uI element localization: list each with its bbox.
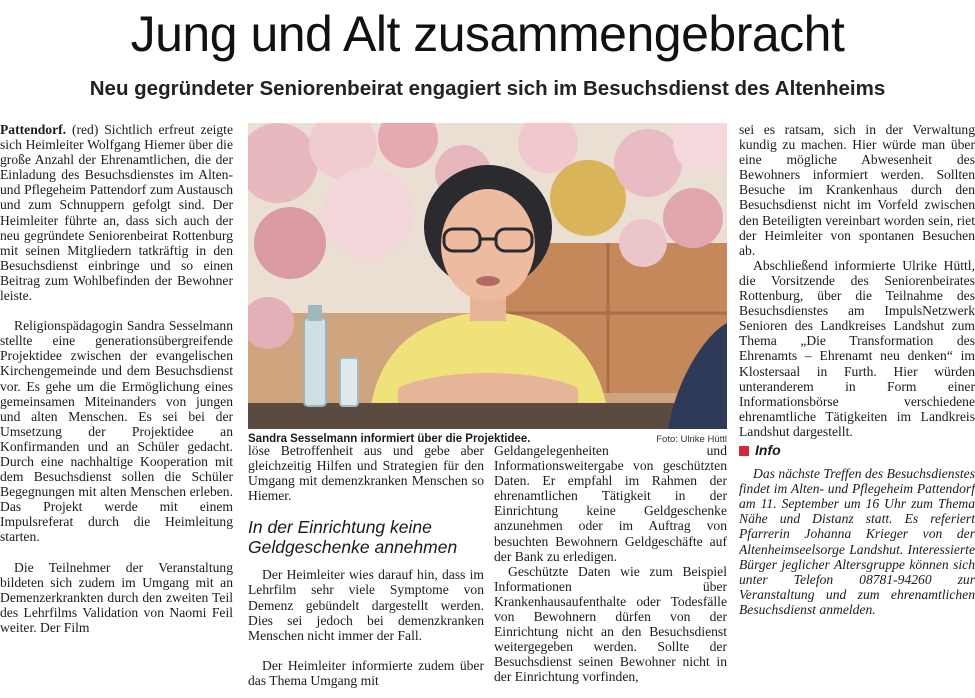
info-box-heading xyxy=(739,443,975,458)
paragraph: Der Heimleiter informierte zudem über das Thema Umgang mit xyxy=(248,657,484,688)
article-column-1 xyxy=(0,122,233,698)
photo-credit: Foto: Ulrike Hüttl xyxy=(656,433,727,445)
paragraph: löse Betroffenheit aus und gebe aber gleichzeitig Hilfen und Strategien für den Umgang mit demenzkranken Menschen so Hiemer. xyxy=(248,443,484,504)
paragraph: Der Heimleiter wies darauf hin, dass im Lehrfilm sehr viele Symptome von Demenz gebündelt dargestellt werden. Dies sei jedoch bei demenzkranken Menschen nicht immer der Fall. xyxy=(248,567,484,643)
paragraph: sei es ratsam, sich in der Verwaltung kundig zu machen. Hier würde man über eine mögliche Abwesenheit des Bewohners informiert werden. Sollten Besuche im Krankenhaus durch den Besuchsdienst nicht im Vorfeld zwischen den Beteiligten vereinbart worden sein, riet der Heimleiter von spontanen Besuchen ab. xyxy=(739,122,975,258)
paragraph-text: (red) Sichtlich erfreut zeigte sich Heimleiter Wolfgang Hiemer über die große Anzahl der Ehrenamtlichen, die der Einladung des Besuchsdienstes im Alten- und Pflegeheim Pattendorf zum Austausch und zum Schnuppern gefolgt sind. Der Heimleiter führte an, dass sich auch der neu gegründete Seniorenbeirat Rottenburg mit seinen Mitgliedern tatkräftig in den Besuchsdienst einbringe und so einen Beitrag zum Wohlbefinden der Bewohner leiste. xyxy=(0,122,233,304)
paragraph: Geschützte Daten wie zum Beispiel Informationen über Krankenhausaufenthalte oder Todesfälle von Bewohnern dürfen von der Einrichtung nicht an den Besuchsdienst weitergegeben werden. Sollte der Besuchsdienst seinen Bewohner nicht in der Einrichtung vorfinden, xyxy=(494,563,727,685)
info-paragraph: Das nächste Treffen des Besuchsdienstes findet im Alten- und Pflegeheim Pattendorf am 11. September um 16 Uhr zum Thema Nähe und Distanz statt. Es referiert Pfarrerin Johanna Krieger von der Altenheimseelsorge Landshut. Interessierte Bürger jeglicher Altersgruppe können sich unter Telefon 08781-94260 zur Veranstaltung und zum ehrenamtlichen Besuchsdienst anmelden. xyxy=(739,466,975,617)
dateline: Pattendorf. xyxy=(0,122,67,137)
article-column-3 xyxy=(494,443,727,698)
paragraph xyxy=(0,122,233,303)
photo-illustration xyxy=(248,123,727,429)
article-column-2 xyxy=(248,443,484,698)
info-label: Info xyxy=(755,441,781,458)
section-heading: In der Einrichtung keine Geldgeschenke annehmen xyxy=(248,517,458,558)
article-photo xyxy=(248,123,727,429)
paragraph: Abschließend informierte Ulrike Hüttl, die Vorsitzende des Seniorenbeirates Rottenburg, über die Teilnahme des Besuchsdienstes am ImpulsNetzwerk Senioren des Landkreises Landshut zum Thema „Die Transformation des Ehrenamts – Ehrenamt neu denken“ im Klostersaal in Furth. Hier würden unteranderem in Form einer Informationsbörse verschiedene ehrenamtliche Tätigkeiten im Landkreis Landshut dargestellt. xyxy=(739,257,975,439)
paragraph: Geldangelegenheiten und Informationsweitergabe von geschützten Daten. Er empfahl im Rahmen der ehrenamtlichen Tätigkeit in der Einrichtung keine Geldgeschenke anzunehmen oder im Auftrag von besuchten Bewohnern Geldgeschäfte auf der Bank zu erledigen. xyxy=(494,443,727,564)
paragraph: Religionspädagogin Sandra Sesselmann stellte eine generationsübergreifende Projektidee zwischen der evangelischen Kirchengemeinde und dem Besuchsdienst vor. Es gehe um die Ermöglichung eines gemeinsamen Miteinanders von jungen und alten Menschen. Es sei bei der Umsetzung der Projektidee an Konfirmanden und an Schüler gedacht. Durch eine nachhaltige Kooperation mit dem Besuchsdienst sollen die Schüler Begegnungen mit alten Menschen erleben. Das Projekt werde mit einem Impulsreferat durch die Heimleitung starten. xyxy=(0,318,233,545)
caption-text: Sandra Sesselmann informiert über die Projektidee. xyxy=(248,433,531,445)
paragraph: Die Teilnehmer der Veranstaltung bildeten sich zudem im Umgang mit an Demenzerkrankten durch den zweiten Teil des Lehrfilms Validation von Naomi Feil weiter. Der Film xyxy=(0,559,233,635)
article-subheadline: Neu gegründeter Seniorenbeirat engagiert sich im Besuchsdienst des Altenheims xyxy=(89,77,886,100)
article-headline: Jung und Alt zusammengebracht xyxy=(130,6,845,62)
info-marker-icon xyxy=(739,446,749,456)
article-column-4 xyxy=(739,122,975,698)
